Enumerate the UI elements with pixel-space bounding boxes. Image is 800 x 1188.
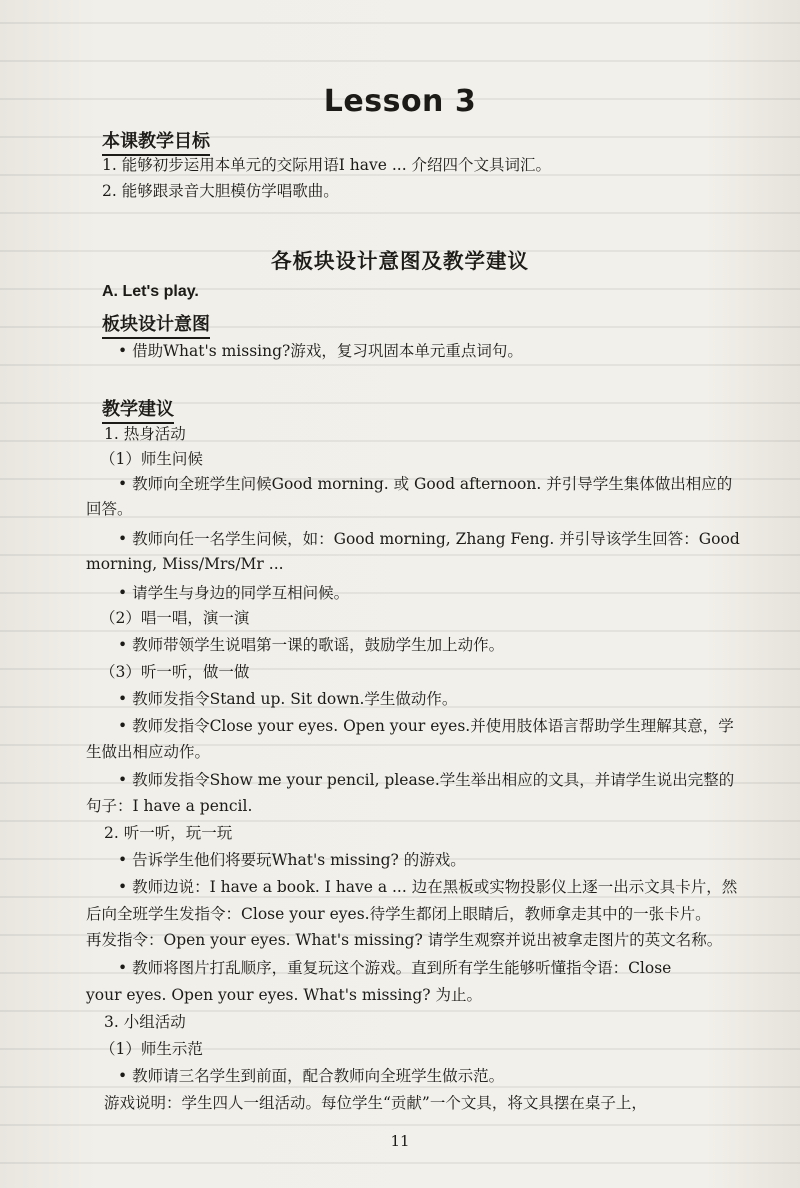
section-title: 各板块设计意图及教学建议 [271,249,529,273]
body-line: 后向全班学生发指令：Close your eyes.待学生都闭上眼睛后，教师拿走其中的一张卡片。 [86,905,711,923]
body-line: 句子：I have a pencil. [86,797,253,815]
goal-item-1: 1. 能够初步运用本单元的交际用语I have ... 介绍四个文具词汇。 [102,156,552,174]
body-line: • 请学生与身边的同学互相问候。 [118,584,350,602]
advice-heading: 教学建议 [102,395,174,424]
body-line: 再发指令：Open your eyes. What's missing? 请学生观察并说出被拿走图片的英文名称。 [86,931,723,949]
body-line: • 教师请三名学生到前面，配合教师向全班学生做示范。 [118,1067,505,1085]
goal-item-2: 2. 能够跟录音大胆模仿学唱歌曲。 [102,182,339,200]
body-line: 回答。 [86,500,133,518]
body-line: • 教师带领学生说唱第一课的歌谣，鼓励学生加上动作。 [118,636,505,654]
intent-text: • 借助What's missing?游戏，复习巩固本单元重点词句。 [118,342,523,360]
body-line: • 教师向全班学生问候Good morning. 或 Good afternoon. 并引导学生集体做出相应的 [118,475,733,493]
body-line: 游戏说明：学生四人一组活动。每位学生“贡献”一个文具，将文具摆在桌子上， [104,1094,647,1112]
lesson-title: Lesson 3 [323,84,477,119]
body-line: • 教师发指令Close your eyes. Open your eyes.并使用肢体语言帮助学生理解其意，学 [118,717,734,735]
body-line: morning, Miss/Mrs/Mr ... [86,555,284,573]
body-line: （1）师生问候 [100,450,203,468]
body-line: （2）唱一唱，演一演 [100,609,250,627]
part-label: A. Let's play. [102,283,199,300]
intent-heading: 板块设计意图 [102,310,210,339]
body-line: 1. 热身活动 [104,425,186,443]
body-line: your eyes. Open your eyes. What's missing? 为止。 [86,986,483,1004]
body-line: 生做出相应动作。 [86,743,211,761]
body-line: • 教师边说：I have a book. I have a ... 边在黑板或实物投影仪上逐一出示文具卡片，然 [118,878,738,896]
body-line: • 教师向任一名学生问候，如：Good morning, Zhang Feng. 并引导该学生回答：Good [118,530,740,548]
page-number: 11 [390,1132,410,1150]
body-line: • 教师发指令Stand up. Sit down.学生做动作。 [118,690,458,708]
body-line: （3）听一听，做一做 [100,663,250,681]
body-line: • 告诉学生他们将要玩What's missing? 的游戏。 [118,851,466,869]
body-line: （1）师生示范 [100,1040,203,1058]
body-line: • 教师将图片打乱顺序，重复玩这个游戏。直到所有学生能够听懂指令语：Close [118,959,672,977]
body-line: 2. 听一听，玩一玩 [104,824,233,842]
body-line: 3. 小组活动 [104,1013,186,1031]
body-line: • 教师发指令Show me your pencil, please.学生举出相应的文具，并请学生说出完整的 [118,771,735,789]
goals-heading: 本课教学目标 [102,127,210,156]
